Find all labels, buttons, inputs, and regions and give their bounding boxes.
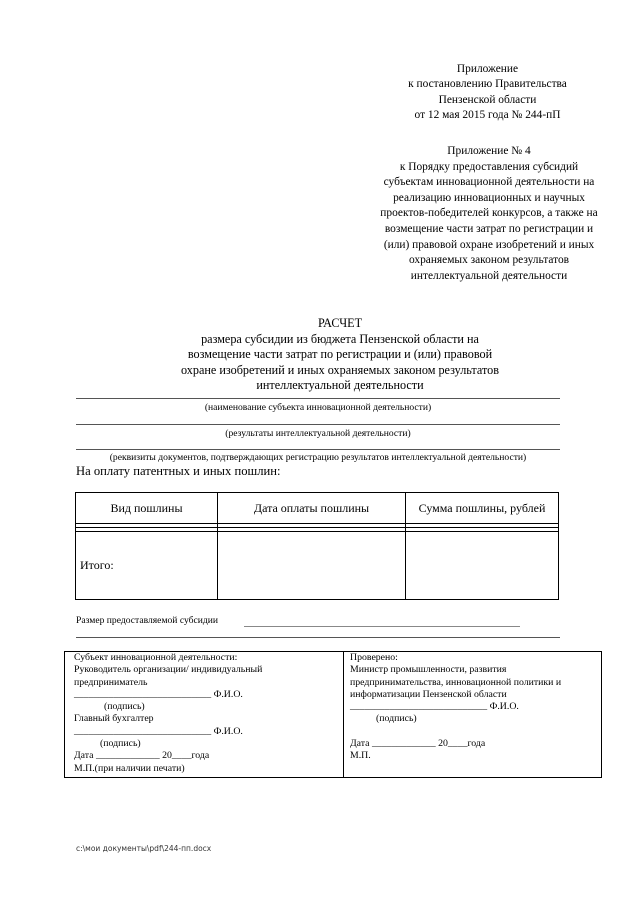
table-header-row xyxy=(76,493,559,524)
sig-line: предприниматель xyxy=(74,676,148,688)
signature-left-column xyxy=(74,652,334,777)
appendix-line: Пензенской области xyxy=(438,93,537,106)
appendix2-line: Приложение № 4 xyxy=(447,145,531,157)
title-line: возмещение части затрат по регистрации и (или) правовой xyxy=(187,347,493,361)
sig-line: Субъект инновационной деятельности: xyxy=(74,652,238,663)
appendix-line: Приложение xyxy=(456,63,519,75)
fees-label: На оплату патентных и иных пошлин: xyxy=(76,464,281,478)
subject-name-line[interactable] xyxy=(76,398,560,399)
sig-caption: (подпись) xyxy=(376,713,417,725)
sig-line: М.П.(при наличии печати) xyxy=(74,762,185,774)
sig-caption: (подпись) xyxy=(100,738,141,750)
col-header-amount: Сумма пошлины, рублей xyxy=(406,493,559,524)
subject-caption: (наименование субъекта инновационной деятельности) xyxy=(204,402,432,413)
subsidy-amount-line[interactable] xyxy=(244,626,520,627)
appendix2-line: возмещение части затрат по регистрации и xyxy=(384,222,594,235)
appendix2-line: интеллектуальной деятельности xyxy=(410,269,568,282)
table-cell[interactable] xyxy=(406,532,559,600)
total-row xyxy=(76,532,559,600)
appendix2-line: к Порядку предоставления субсидий xyxy=(399,160,579,173)
results-line[interactable] xyxy=(76,424,560,425)
docs-line[interactable] xyxy=(76,449,560,450)
sig-line: Главный бухгалтер xyxy=(74,713,154,725)
accountant-signature-field[interactable]: ____________________________ Ф.И.О. xyxy=(74,725,243,737)
col-header-fee-type: Вид пошлины xyxy=(76,493,218,524)
results-caption: (результаты интеллектуальной деятельности) xyxy=(225,428,411,439)
appendix2-line: субъектам инновационной деятельности на xyxy=(383,176,595,189)
sig-line: Руководитель организации/ индивидуальный xyxy=(74,664,263,676)
appendix2-line: проектов-победителей конкурсов, а также на xyxy=(380,207,598,220)
appendix2-line: (или) правовой охране изобретений и иных xyxy=(383,238,595,251)
col-header-pay-date: Дата оплаты пошлины xyxy=(218,493,406,524)
title-heading: РАСЧЕТ xyxy=(317,316,363,330)
total-label: Итого: xyxy=(76,532,218,600)
appendix2-line: охраняемых законом результатов xyxy=(408,254,570,267)
document-title xyxy=(160,316,520,394)
table-cell[interactable] xyxy=(218,532,406,600)
sig-line: предпринимательства, инновационной политики и xyxy=(350,676,562,688)
director-signature-field[interactable]: ____________________________ Ф.И.О. xyxy=(74,688,243,700)
minister-signature-field[interactable]: ____________________________ Ф.И.О. xyxy=(350,701,519,713)
file-path-footer: c:\мои документы\pdf\244-пп.docx xyxy=(76,844,212,853)
sig-line: информатизации Пензенской области xyxy=(350,688,507,700)
date-field[interactable]: Дата _____________ 20____года xyxy=(74,750,210,762)
subsidy-second-line[interactable] xyxy=(76,637,560,638)
fees-table xyxy=(75,492,559,600)
title-line: охране изобретений и иных охраняемых законом результатов xyxy=(181,362,499,377)
title-line: размера субсидии из бюджета Пензенской области на xyxy=(201,331,479,346)
sig-line: М.П. xyxy=(350,750,371,762)
appendix-line: от 12 мая 2015 года № 244-пП xyxy=(414,108,561,121)
docs-caption: (реквизиты документов, подтверждающих регистрацию результатов интеллектуальной деятельности) xyxy=(109,452,527,463)
signature-block xyxy=(64,651,602,778)
sig-line: Проверено: xyxy=(350,652,398,663)
title-line: интеллектуальной деятельности xyxy=(256,378,424,392)
signature-right-column xyxy=(343,652,605,777)
date-field[interactable]: Дата _____________ 20____года xyxy=(350,737,486,749)
appendix2-line: реализацию инновационных и научных xyxy=(393,191,585,204)
sig-line: Министр промышленности, развития xyxy=(350,664,507,676)
appendix-4-header xyxy=(360,144,618,284)
sig-caption: (подпись) xyxy=(104,701,145,713)
appendix-header xyxy=(380,62,595,123)
appendix-line: к постановлению Правительства xyxy=(408,78,567,91)
subsidy-label: Размер предоставляемой субсидии xyxy=(76,615,219,626)
